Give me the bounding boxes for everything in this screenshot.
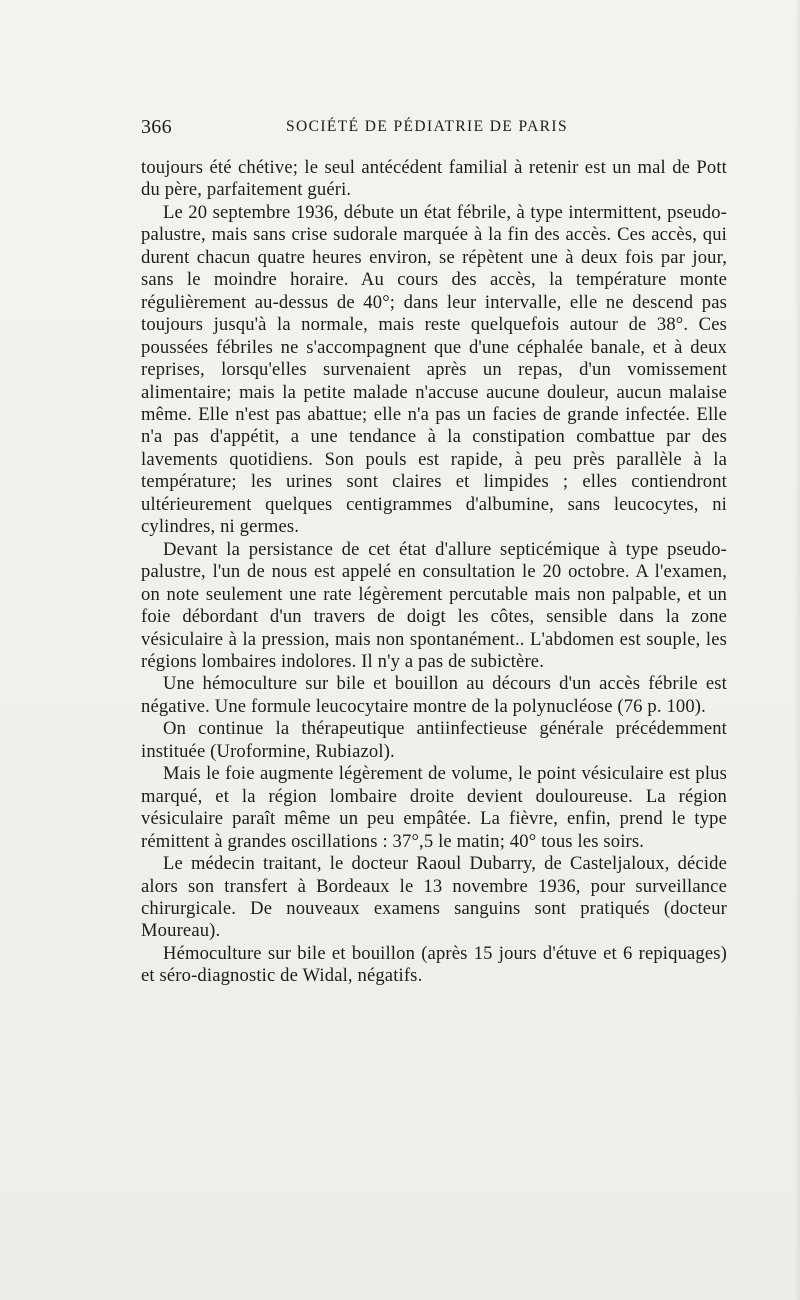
paragraph-1: toujours été chétive; le seul antécédent familial à retenir est un mal de Pott du père, parfaitement guéri. <box>141 157 727 201</box>
paragraph-6: Mais le foie augmente légèrement de volume, le point vésiculaire est plus marqué, et la région lombaire droite devient douloureuse. La région vésiculaire paraît même un peu empâtée. La fièvre, enfin, prend le type rémittent à grandes oscillations : 37°,5 le matin; 40° tous les soirs. <box>141 763 727 852</box>
paragraph-7: Le médecin traitant, le docteur Raoul Dubarry, de Casteljaloux, décide alors son transfert à Bordeaux le 13 novembre 1936, pour surveillance chirurgicale. De nouveaux examens sanguins sont pratiqués (docteur Moureau). <box>141 853 727 942</box>
paragraph-8: Hémoculture sur bile et bouillon (après 15 jours d'étuve et 6 repiquages) et séro-diagnostic de Widal, négatifs. <box>141 942 727 987</box>
paragraph-4: Une hémoculture sur bile et bouillon au décours d'un accès fébrile est négative. Une formule leucocytaire montre de la polynucléose (76 p. 100). <box>141 673 727 717</box>
body-text <box>141 157 727 988</box>
paragraph-5: On continue la thérapeutique antiinfectieuse générale précédemment instituée (Uroformine, Rubiazol). <box>141 718 727 762</box>
running-title: SOCIÉTÉ DE PÉDIATRIE DE PARIS <box>286 118 569 135</box>
page-number: 366 <box>141 116 172 138</box>
paragraph-2: Le 20 septembre 1936, débute un état fébrile, à type intermittent, pseudo-palustre, mais sans crise sudorale marquée à la fin des accès. Ces accès, qui durent chacun quatre heures environ, se répètent une à deux fois par jour, sans le moindre horaire. Au cours des accès, la température monte régulièrement au-dessus de 40°; dans leur intervalle, elle ne descend pas toujours jusqu'à la normale, mais reste quelquefois autour de 38°. Ces poussées fébriles ne s'accompagnent que d'une céphalée banale, et à deux reprises, lorsqu'elles survenaient après un repas, d'un vomissement alimentaire; mais la petite malade n'accuse aucune douleur, aucun malaise même. Elle n'est pas abattue; elle n'a pas un facies de grande infectée. Elle n'a pas d'appétit, a une tendance à la constipation combattue par des lavements quotidiens. Son pouls est rapide, à peu près parallèle à la température; les urines sont claires et limpides ; elles contiendront ultérieurement quelques centigrammes d'albumine, sans leucocytes, ni cylindres, ni germes. <box>141 201 727 538</box>
paragraph-3: Devant la persistance de cet état d'allure septicémique à type pseudo-palustre, l'un de nous est appelé en consultation le 20 octobre. A l'examen, on note seulement une rate légèrement percutable mais non palpable, et un foie débordant d'un travers de doigt les côtes, sensible dans la zone vésiculaire à la pression, mais non spontanément.. L'abdomen est souple, les régions lombaires indolores. Il n'y a pas de subictère. <box>141 538 727 672</box>
page-header <box>141 116 727 140</box>
